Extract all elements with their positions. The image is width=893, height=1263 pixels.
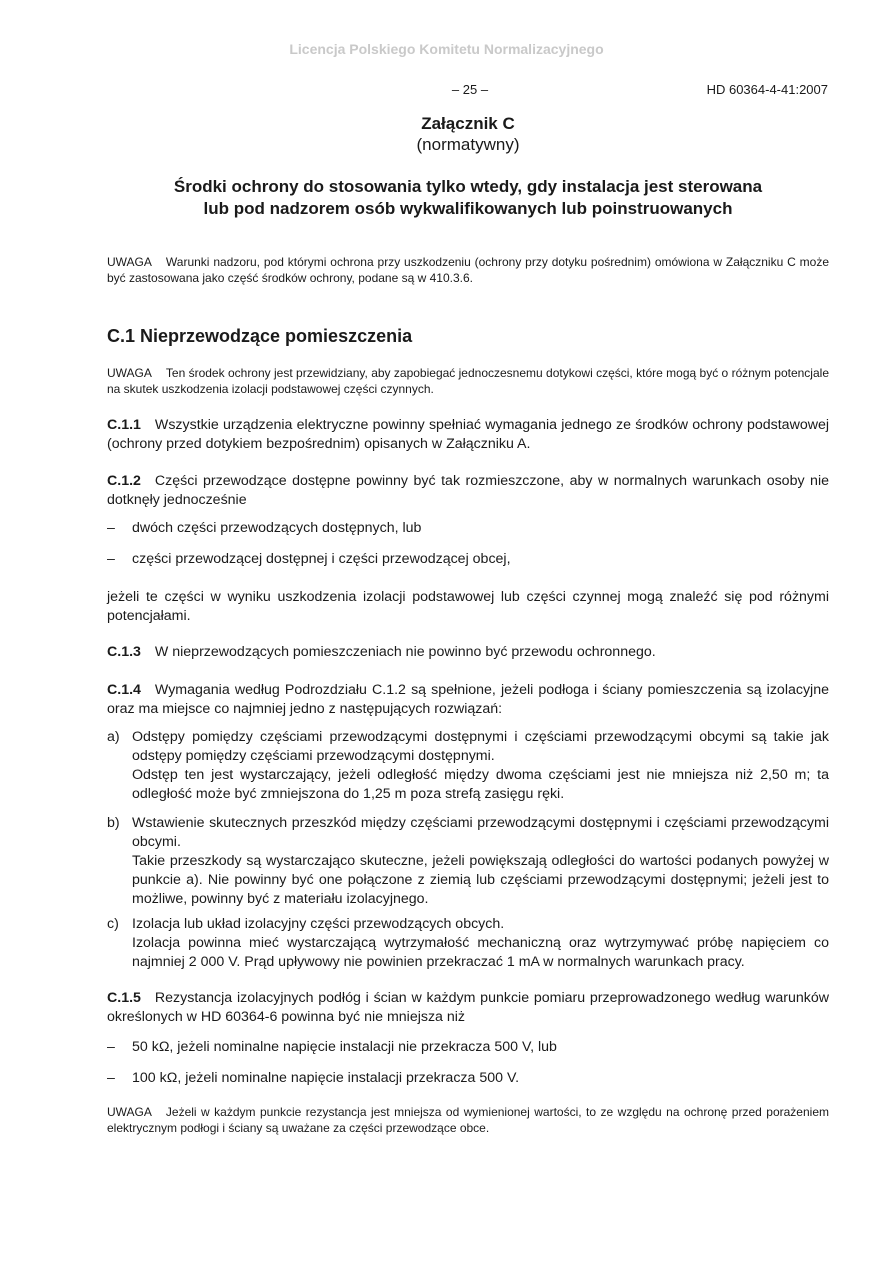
page-number: – 25 – <box>451 82 489 97</box>
watermark: Licencja Polskiego Komitetu Normalizacyjnego <box>289 41 604 57</box>
list-item <box>107 1038 829 1057</box>
note-c1-5 <box>107 1104 829 1136</box>
clause-c1-2 <box>107 472 829 510</box>
note-text: Warunki nadzoru, pod którymi ochrona przy uszkodzeniu (ochrony przy dotyku pośrednim) omówiona w Załączniku C może być zastosowana jako część środków ochrony, podane są w 410.3.6. <box>107 255 829 285</box>
dash-mark: – <box>107 551 115 567</box>
note-label: UWAGA <box>107 366 152 380</box>
item-text: Odstępy pomiędzy częściami przewodzącymi dostępnymi i częściami przewodzącymi obcymi są takie jak odstępy pomiędzy częściami przewodzącymi dostępnymi. <box>132 729 829 764</box>
list-item-text: części przewodzącej dostępnej i części przewodzącej obcej, <box>132 551 511 567</box>
clause-text: Wszystkie urządzenia elektryczne powinny spełniać wymagania jednego ze środków ochrony podstawowej (ochrony przed dotykiem bezpośrednim) opisanych w Załączniku A. <box>107 417 829 452</box>
note-label: UWAGA <box>107 255 152 269</box>
list-item-text: dwóch części przewodzących dostępnych, lub <box>132 520 422 536</box>
note-text: Ten środek ochrony jest przewidziany, aby zapobiegać jednoczesnemu dotykowi części, które mogą być o różnym potencjale na skutek uszkodzenia izolacji podstawowej części czynnych. <box>107 366 829 396</box>
list-item-c <box>107 915 829 972</box>
item-marker: a) <box>107 729 120 745</box>
list-item <box>107 1069 829 1088</box>
list-item-text: 100 kΩ, jeżeli nominalne napięcie instalacji przekracza 500 V. <box>132 1070 520 1086</box>
clause-text: Wymagania według Podrozdziału C.1.2 są spełnione, jeżeli podłoga i ściany pomieszczenia są izolacyjne oraz ma miejsce co najmniej jedno z następujących rozwiązań: <box>107 682 829 717</box>
clause-text: W nieprzewodzących pomieszczeniach nie powinno być przewodu ochronnego. <box>154 644 656 660</box>
dash-mark: – <box>107 1070 115 1086</box>
item-marker: c) <box>107 916 119 932</box>
clause-text: Rezystancja izolacyjnych podłóg i ścian w każdym punkcie pomiaru przeprowadzonego według warunków określonych w HD 60364-6 powinna być nie mniejsza niż <box>107 990 829 1025</box>
note-label: UWAGA <box>107 1105 152 1119</box>
clause-c1-4 <box>107 681 829 719</box>
list-item <box>107 519 829 538</box>
main-title-line-1: Środki ochrony do stosowania tylko wtedy, gdy instalacja jest sterowana <box>173 177 763 196</box>
note-text: Jeżeli w każdym punkcie rezystancja jest mniejsza od wymienionej wartości, to ze względu na ochronę przed porażeniem elektrycznym podłogi i ściany są uważane za części przewodzące obce. <box>107 1105 829 1135</box>
document-reference: HD 60364-4-41:2007 <box>706 82 828 97</box>
item-marker: b) <box>107 815 120 831</box>
item-text: Izolacja powinna mieć wystarczającą wytrzymałość mechaniczną oraz wytrzymywać próbę napięciem co najmniej 2 000 V. Prąd upływowy nie powinien przekraczać 1 mA w normalnych warunkach pracy. <box>132 935 829 970</box>
main-title-line-2: lub pod nadzorem osób wykwalifikowanych lub poinstruowanych <box>203 199 733 218</box>
item-text: Takie przeszkody są wystarczająco skuteczne, jeżeli powiększają odległości do wartości podanych powyżej w punkcie a). Nie powinny być one połączone z ziemią lub częściami przewodzącymi dostępnymi; jeżeli jest to możliwe, powinny być z materiału izolacyjnego. <box>132 853 829 907</box>
clause-text: Części przewodzące dostępne powinny być tak rozmieszczone, aby w normalnych warunkach osoby nie dotknęły jednocześnie <box>107 473 829 508</box>
annex-subtitle: (normatywny) <box>416 135 520 154</box>
list-item-a <box>107 728 829 804</box>
note-intro <box>107 254 829 286</box>
item-text: Odstęp ten jest wystarczający, jeżeli odległość między dwoma częściami jest nie mniejsza niż 2,50 m; ta odległość może być zmniejszona do 1,25 m poza strefą zasięgu ręki. <box>132 767 829 802</box>
clause-c1-3 <box>107 643 829 662</box>
clause-number: C.1.1 <box>107 417 141 433</box>
item-text: Izolacja lub układ izolacyjny części przewodzących obcych. <box>132 916 505 932</box>
clause-c1-2-closing: jeżeli te części w wyniku uszkodzenia izolacji podstawowej lub części czynnej mogą znaleźć się pod różnymi potencjałami. <box>107 589 829 624</box>
item-text: Wstawienie skutecznych przeszkód między częściami przewodzącymi dostępnymi i częściami przewodzącymi obcymi. <box>132 815 829 850</box>
list-item-text: 50 kΩ, jeżeli nominalne napięcie instalacji nie przekracza 500 V, lub <box>132 1039 557 1055</box>
main-title <box>120 176 816 220</box>
list-item-b <box>107 814 829 909</box>
annex-title: Załącznik C <box>421 114 515 133</box>
dash-mark: – <box>107 1039 115 1055</box>
clause-c1-1 <box>107 416 829 454</box>
list-item <box>107 550 829 569</box>
dash-mark: – <box>107 520 115 536</box>
clause-number: C.1.5 <box>107 990 141 1006</box>
section-title-c1: C.1 Nieprzewodzące pomieszczenia <box>107 326 413 346</box>
clause-number: C.1.4 <box>107 682 141 698</box>
clause-number: C.1.2 <box>107 473 141 489</box>
clause-number: C.1.3 <box>107 644 141 660</box>
clause-c1-5 <box>107 989 829 1027</box>
note-c1 <box>107 365 829 397</box>
